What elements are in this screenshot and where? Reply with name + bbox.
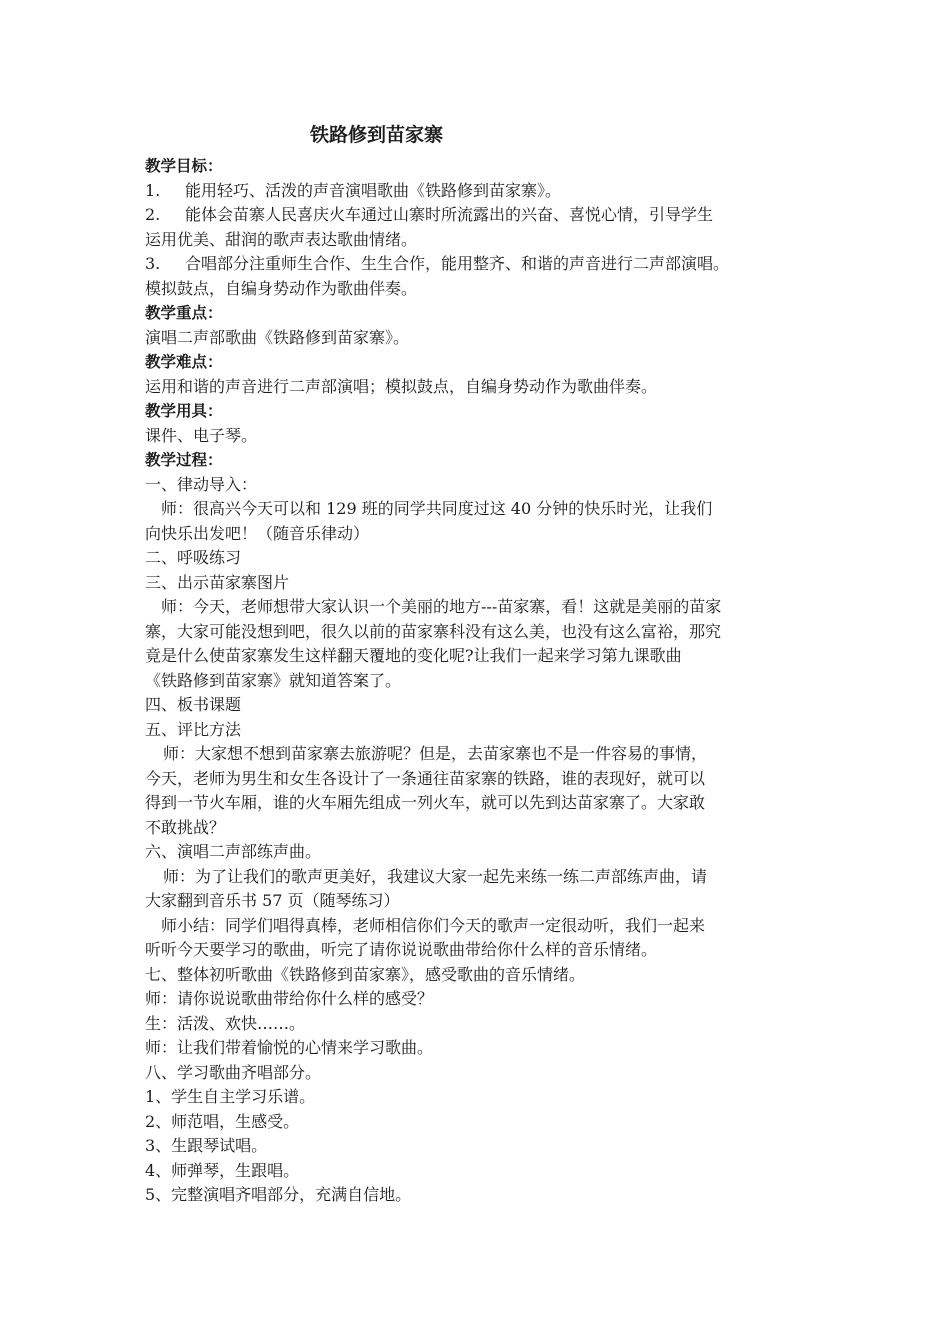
process-line: 五、评比方法 <box>145 719 242 739</box>
process-line: 4、师弹琴，生跟唱。 <box>145 1160 300 1180</box>
process-line: 听听今天要学习的歌曲，听完了请你说说歌曲带给你什么样的音乐情绪。 <box>145 940 658 959</box>
process-line: 3、生跟琴试唱。 <box>145 1136 268 1155</box>
process-line: 师：让我们带着愉悦的心情来学习歌曲。 <box>145 1038 434 1057</box>
goal-item-2-continued: 运用优美、甜润的歌声表达歌曲情绪。 <box>145 229 418 249</box>
goal-text: 能体会苗寨人民喜庆火车通过山寨时所流露出的兴奋、喜悦心情，引导学生 <box>185 205 714 224</box>
goal-item-3 <box>145 252 810 277</box>
process-line: 今天，老师为男生和女生各设计了一条通往苗家寨的铁路，谁的表现好，就可以 <box>145 768 706 788</box>
process-line: 大家翻到音乐书 57 页（随琴练习） <box>145 891 400 910</box>
process-line: 一、律动导入： <box>145 474 258 494</box>
process-body <box>145 473 810 1208</box>
process-heading: 教学过程： <box>145 451 223 469</box>
process-line: 不敢挑战？ <box>145 817 226 837</box>
process-line: 师：大家想不想到苗家寨去旅游呢？但是，去苗家寨也不是一件容易的事情， <box>163 744 708 763</box>
process-line: 5、完整演唱齐唱部分，充满自信地。 <box>145 1185 412 1204</box>
process-line: 向快乐出发吧！（随音乐律动） <box>145 523 370 543</box>
page-title: 铁路修到苗家寨 <box>310 124 444 146</box>
goal-item-3-continued: 模拟鼓点，自编身势动作为歌曲伴奏。 <box>145 278 418 298</box>
process-line: 师：今天，老师想带大家认识一个美丽的地方---苗家寨，看！这就是美丽的苗家 <box>161 597 722 616</box>
goal-item-1 <box>145 179 810 204</box>
document-page <box>145 120 810 1208</box>
process-line: 师：为了让我们的歌声更美好，我建议大家一起先来练一练二声部练声曲，请 <box>163 866 708 886</box>
goal-item-2 <box>145 203 810 228</box>
process-line: 八、学习歌曲齐唱部分。 <box>145 1062 322 1082</box>
goals-heading: 教学目标： <box>145 157 223 175</box>
difficulty-heading: 教学难点： <box>145 353 223 371</box>
goal-number: 2. <box>145 205 161 224</box>
process-line: 师：请你说说歌曲带给你什么样的感受？ <box>145 989 434 1008</box>
key-point-text: 演唱二声部歌曲《铁路修到苗家寨》。 <box>145 327 410 347</box>
process-line: 师小结：同学们唱得真棒，老师相信你们今天的歌声一定很动听，我们一起来 <box>161 915 706 935</box>
tools-text: 课件、电子琴。 <box>145 425 258 445</box>
tools-heading: 教学用具： <box>145 402 223 420</box>
process-line: 寨，大家可能没想到吧，很久以前的苗家寨科没有这么美，也没有这么富裕，那究 <box>145 621 722 641</box>
goal-number: 1. <box>145 180 161 200</box>
goal-number: 3. <box>145 254 161 273</box>
process-line: 2、师范唱，生感受。 <box>145 1111 300 1131</box>
process-line: 《铁路修到苗家寨》就知道答案了。 <box>145 670 402 690</box>
process-line: 七、整体初听歌曲《铁路修到苗家寨》，感受歌曲的音乐情绪。 <box>145 964 586 984</box>
process-line: 竟是什么使苗家寨发生这样翻天覆地的变化呢?让我们一起来学习第九课歌曲 <box>145 646 682 665</box>
goal-text: 能用轻巧、活泼的声音演唱歌曲《铁路修到苗家寨》。 <box>185 180 562 200</box>
process-line: 六、演唱二声部练声曲。 <box>145 842 322 861</box>
process-line: 得到一节火车厢，谁的火车厢先组成一列火车，就可以先到达苗家寨了。大家敢 <box>145 793 706 812</box>
process-line: 生：活泼、欢快……。 <box>145 1013 306 1033</box>
process-line: 二、呼吸练习 <box>145 548 242 567</box>
process-line: 1、学生自主学习乐谱。 <box>145 1087 316 1106</box>
process-line: 师：很高兴今天可以和 129 班的同学共同度过这 40 分钟的快乐时光，让我们 <box>161 499 713 518</box>
difficulty-text: 运用和谐的声音进行二声部演唱；模拟鼓点，自编身势动作为歌曲伴奏。 <box>145 376 658 396</box>
process-line: 四、板书课题 <box>145 695 242 714</box>
goal-text: 合唱部分注重师生合作、生生合作，能用整齐、和谐的声音进行二声部演唱。 <box>185 254 730 273</box>
process-line: 三、出示苗家寨图片 <box>145 572 290 592</box>
key-point-heading: 教学重点： <box>145 304 223 322</box>
